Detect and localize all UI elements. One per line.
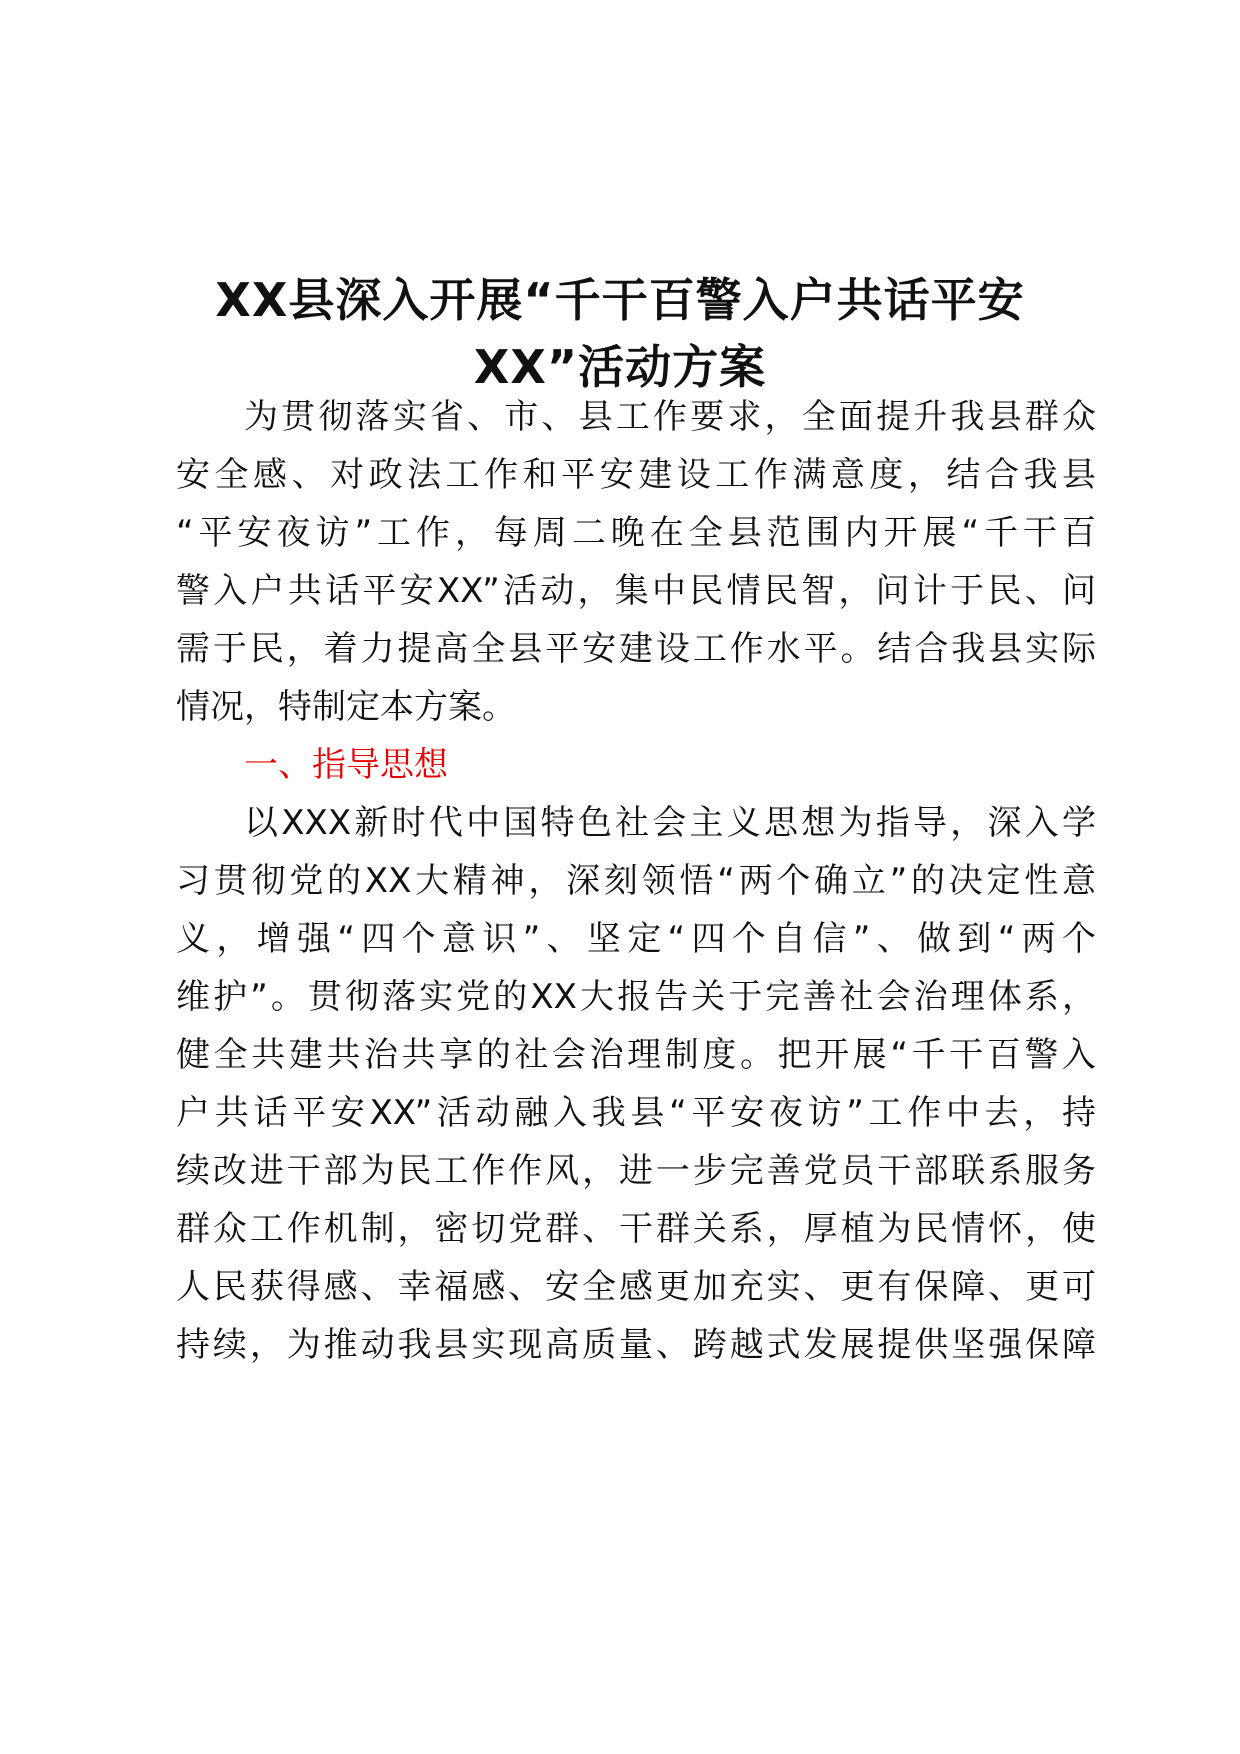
body-line: 人民获得感、幸福感、安全感更加充实、更有保障、更可 bbox=[176, 1267, 1096, 1307]
body-line: 义，增强“四个意识”、坚定“四个自信”、做到“两个 bbox=[176, 919, 1096, 959]
body-line: 续改进干部为民工作作风，进一步完善党员干部联系服务 bbox=[176, 1151, 1096, 1191]
body-line: 群众工作机制，密切党群、干群关系，厚植为民情怀，使 bbox=[176, 1209, 1096, 1249]
section-heading-guiding-thought: 一、指导思想 bbox=[244, 745, 448, 785]
body-line: 维护”。贯彻落实党的XX大报告关于完善社会治理体系， bbox=[176, 977, 1096, 1017]
intro-line: 警入户共话平安XX”活动，集中民情民智，问计于民、问 bbox=[176, 571, 1096, 611]
intro-line: 为贯彻落实省、市、县工作要求，全面提升我县群众 bbox=[244, 397, 1096, 437]
body-line: 持续，为推动我县实现高质量、跨越式发展提供坚强保障 bbox=[176, 1325, 1096, 1365]
body-line: 习贯彻党的XX大精神，深刻领悟“两个确立”的决定性意 bbox=[176, 861, 1096, 901]
intro-line: 需于民，着力提高全县平安建设工作水平。结合我县实际 bbox=[176, 629, 1096, 669]
document-title-line-2: XX”活动方案 bbox=[473, 340, 767, 394]
document-title-line-1: XX县深入开展“千干百警入户共话平安 bbox=[215, 273, 1025, 327]
intro-line: 安全感、对政法工作和平安建设工作满意度，结合我县 bbox=[176, 455, 1096, 495]
intro-line: “平安夜访”工作，每周二晚在全县范围内开展“千干百 bbox=[176, 513, 1096, 553]
body-line: 健全共建共治共享的社会治理制度。把开展“千干百警入 bbox=[176, 1035, 1096, 1075]
body-line: 户共话平安XX”活动融入我县“平安夜访”工作中去，持 bbox=[176, 1093, 1096, 1133]
body-line: 以XXX新时代中国特色社会主义思想为指导，深入学 bbox=[244, 803, 1096, 843]
intro-line: 情况，特制定本方案。 bbox=[176, 687, 516, 727]
